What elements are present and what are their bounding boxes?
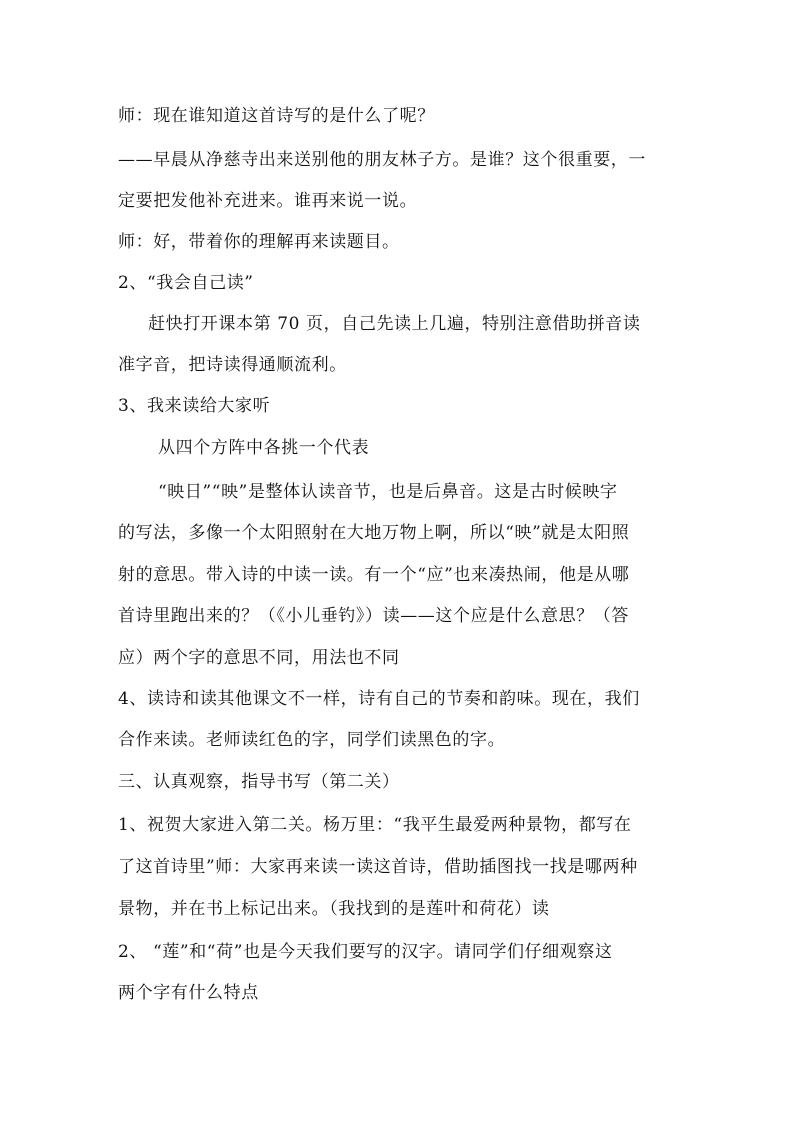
text-line: 赶快打开课本第 70 页，自己先读上几遍，特别注意借助拼音读 bbox=[148, 314, 641, 334]
text-line: 2、“我会自己读” bbox=[118, 273, 254, 293]
text-line: 4、读诗和读其他课文不一样，诗有自己的节奏和韵味。现在，我们 bbox=[118, 689, 640, 709]
text-line: 应）两个字的意思不同，用法也不同 bbox=[118, 648, 400, 668]
text-line: 三、认真观察，指导书写（第二关） bbox=[118, 772, 400, 792]
text-line: 合作来读。老师读红色的字，同学们读黑色的字。 bbox=[118, 730, 506, 750]
text-line: 师：现在谁知道这首诗写的是什么了呢？ bbox=[118, 106, 435, 126]
text-line: 从四个方阵中各挑一个代表 bbox=[158, 438, 370, 458]
text-line: 3、我来读给大家听 bbox=[118, 396, 271, 416]
text-line: 的写法，多像一个太阳照射在大地万物上啊，所以“映”就是太阳照 bbox=[118, 523, 630, 543]
text-line: 了这首诗里”师：大家再来读一读这首诗，借助插图找一找是哪两种 bbox=[118, 857, 638, 877]
text-line: 准字音，把诗读得通顺流利。 bbox=[118, 355, 347, 375]
text-line: 首诗里跑出来的？（《小儿垂钓》）读——这个应是什么意思？（答 bbox=[118, 606, 629, 626]
text-line: 1、祝贺大家进入第二关。杨万里：“我平生最爱两种景物，都写在 bbox=[118, 815, 632, 835]
text-line: “映日”“映”是整体认读音节，也是后鼻音。这是古时候映字 bbox=[158, 482, 618, 502]
text-line: 师：好，带着你的理解再来读题目。 bbox=[118, 232, 400, 252]
text-line: 射的意思。带入诗的中读一读。有一个“应”也来凑热闹，他是从哪 bbox=[118, 565, 630, 585]
text-line: 景物，并在书上标记出来。（我找到的是莲叶和荷花）读 bbox=[118, 899, 550, 919]
text-line: 定要把发他补充进来。谁再来说一说。 bbox=[118, 191, 418, 211]
text-line: ——早晨从净慈寺出来送别他的朋友林子方。是谁？这个很重要，一 bbox=[118, 150, 646, 170]
text-line: 2、 “莲”和“荷”也是今天我们要写的汉字。请同学们仔细观察这 bbox=[118, 942, 613, 962]
text-line: 两个字有什么特点 bbox=[118, 983, 259, 1003]
